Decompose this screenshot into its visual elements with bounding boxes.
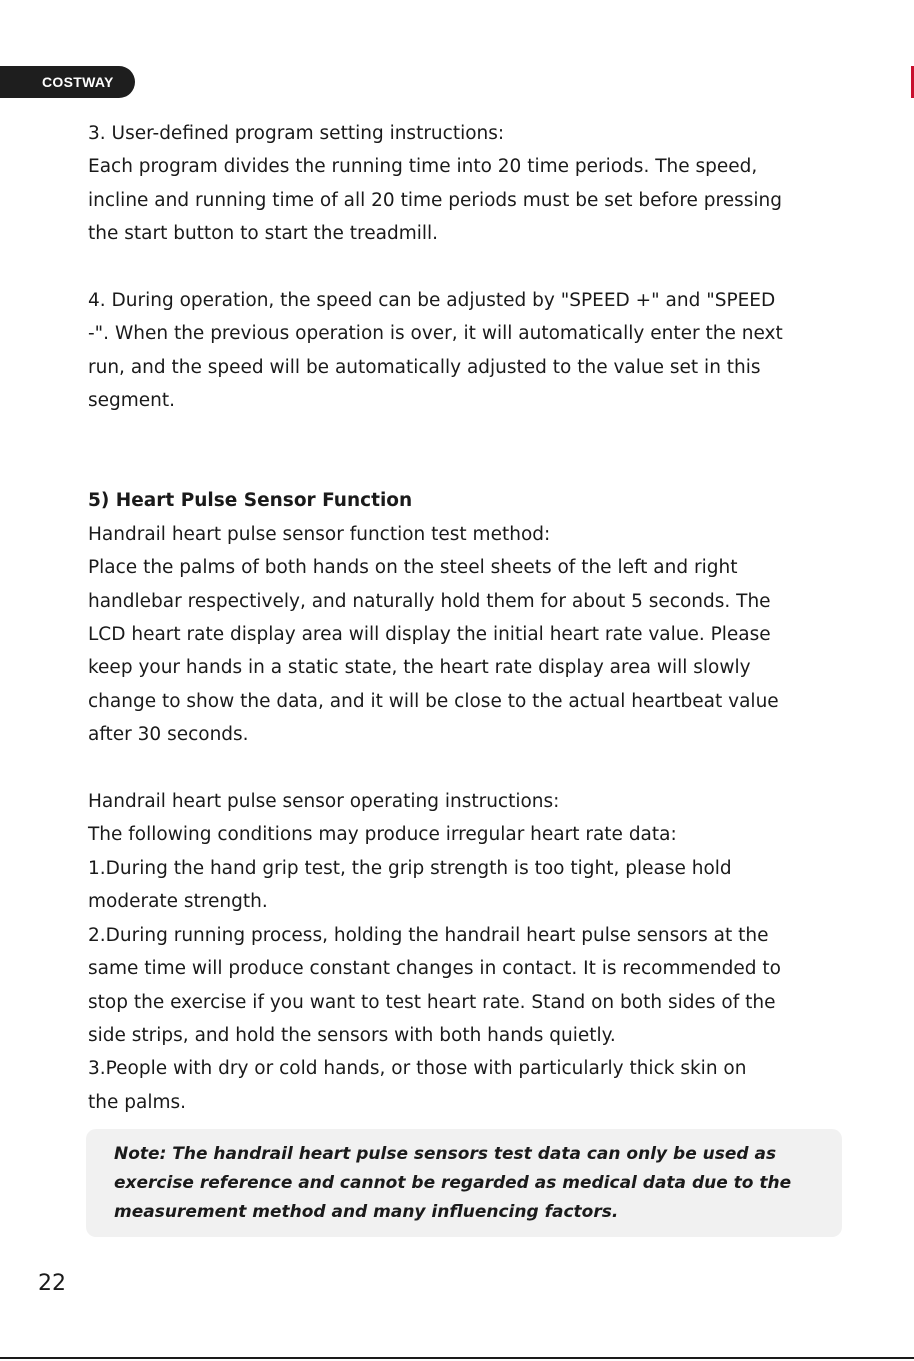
- paragraph-line: the start button to start the treadmill.: [88, 223, 439, 245]
- paragraph-line: Handrail heart pulse sensor operating instructions:: [88, 791, 560, 813]
- paragraph-line: Place the palms of both hands on the steel sheets of the left and right: [88, 557, 738, 579]
- page-content: [88, 117, 858, 1119]
- paragraph-line: 4. During operation, the speed can be adjusted by "SPEED +" and "SPEED: [88, 290, 776, 312]
- paragraph-line: 1.During the hand grip test, the grip strength is too tight, please hold: [88, 857, 732, 879]
- paragraph-line: 3.People with dry or cold hands, or those with particularly thick skin on: [88, 1058, 747, 1080]
- paragraph-line: LCD heart rate display area will display the initial heart rate value. Please: [88, 624, 771, 646]
- paragraph-line: The following conditions may produce irregular heart rate data:: [88, 824, 677, 846]
- paragraph-line: same time will produce constant changes in contact. It is recommended to: [88, 958, 781, 980]
- paragraph-line: moderate strength.: [88, 891, 268, 913]
- paragraph-line: side strips, and hold the sensors with both hands quietly.: [88, 1024, 616, 1046]
- spacer: [88, 418, 858, 485]
- spacer: [88, 251, 858, 284]
- paragraph-line: handlebar respectively, and naturally hold them for about 5 seconds. The: [88, 590, 771, 612]
- paragraph-line: after 30 seconds.: [88, 724, 249, 746]
- paragraph-line: segment.: [88, 390, 176, 412]
- note-line: Note: The handrail heart pulse sensors test data can only be used as: [114, 1144, 777, 1164]
- spacer: [88, 752, 858, 785]
- paragraph-line: 2.During running process, holding the handrail heart pulse sensors at the: [88, 924, 769, 946]
- paragraph-line: 3. User-defined program setting instructions:: [88, 123, 505, 144]
- section-speed-adjustment: [88, 284, 858, 418]
- section-heading: 5) Heart Pulse Sensor Function: [88, 490, 413, 512]
- paragraph-line: the palms.: [88, 1091, 187, 1113]
- page-number: 22: [38, 1271, 66, 1296]
- note-box: [86, 1129, 842, 1237]
- note-line: exercise reference and cannot be regarded as medical data due to the: [114, 1173, 792, 1193]
- paragraph-line: keep your hands in a static state, the heart rate display area will slowly: [88, 657, 751, 679]
- paragraph-line: Each program divides the running time into 20 time periods. The speed,: [88, 156, 758, 178]
- paragraph-line: run, and the speed will be automatically adjusted to the value set in this: [88, 356, 761, 378]
- brand-tab: [0, 66, 135, 98]
- section-user-defined-program: [88, 117, 858, 251]
- bottom-rule: [0, 1357, 914, 1359]
- paragraph-line: Handrail heart pulse sensor function test method:: [88, 523, 551, 545]
- paragraph-line: -". When the previous operation is over, it will automatically enter the next: [88, 323, 783, 345]
- section-heart-pulse-sensor: [88, 484, 858, 1119]
- paragraph-line: change to show the data, and it will be close to the actual heartbeat value: [88, 690, 779, 712]
- note-line: measurement method and many influencing factors.: [114, 1202, 619, 1222]
- paragraph-line: stop the exercise if you want to test heart rate. Stand on both sides of the: [88, 991, 776, 1013]
- paragraph-line: incline and running time of all 20 time periods must be set before pressing: [88, 189, 783, 211]
- brand-logo: COSTWAY: [42, 74, 114, 90]
